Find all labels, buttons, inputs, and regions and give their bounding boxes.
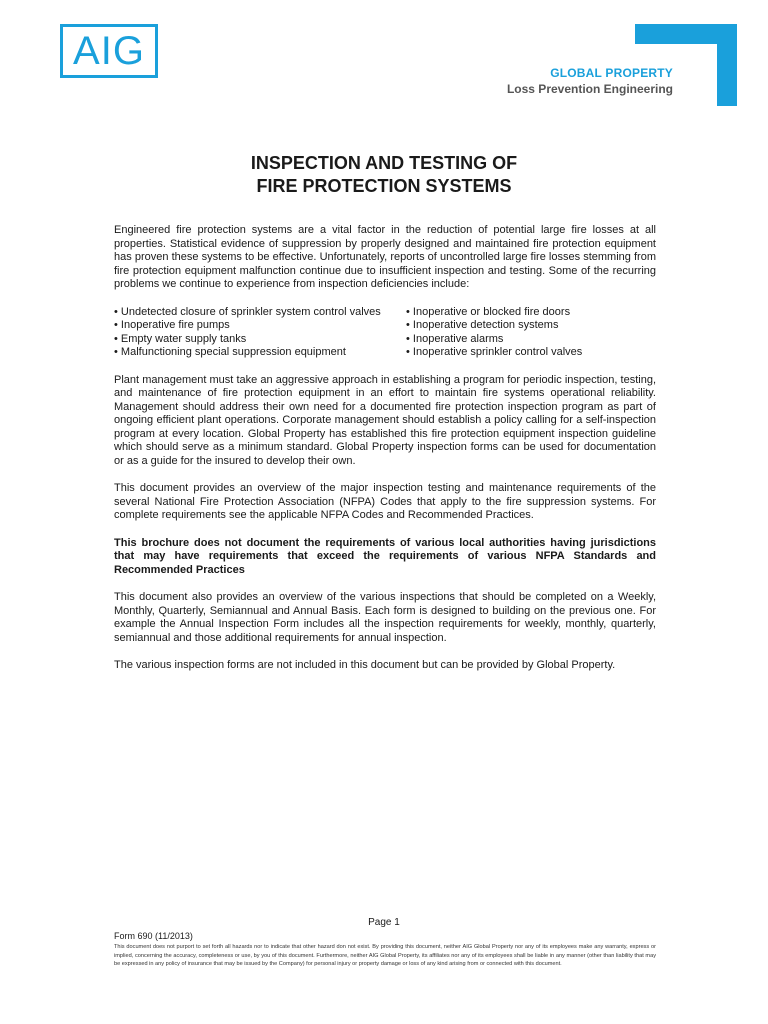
logo-text: AIG xyxy=(73,29,145,73)
list-item: • Inoperative fire pumps xyxy=(114,319,406,333)
list-item: • Malfunctioning special suppression equipment xyxy=(114,346,406,360)
list-item: • Inoperative alarms xyxy=(406,333,656,347)
legal-disclaimer: This document does not purport to set forth all hazards nor to indicate that other hazard don not exist. By providing this document, neither AIG Global Property nor any of its employees make any warranty, express or implied, concerning the accuracy, completeness or use, by you of this document. Furthermore, neither AIG Global Property, its affiliates nor any of its employees shall be liable in any manner (other than liability that may be expressed in any policy of insurance that may be issued by the Company) for personal injury or property damage or loss of any kind arising from or connected with this document. xyxy=(114,944,656,968)
document-header xyxy=(507,66,673,96)
form-number: Form 690 (11/2013) xyxy=(114,931,193,941)
department-name: Loss Prevention Engineering xyxy=(506,82,673,96)
inspection-schedule-paragraph: This document also provides an overview of the various inspections that should be completed on a Weekly, Monthly, Quarterly, Semiannual and Annual Basis. Each form is designed to building on the previous one. For example the Annual Inspection Form includes all the inspection requirements for weekly, monthly, quarterly, semiannual and those additional requirements for annual inspection. xyxy=(114,591,656,644)
list-item: • Inoperative sprinkler control valves xyxy=(406,346,656,360)
list-item: • Inoperative or blocked fire doors xyxy=(406,306,656,320)
deficiency-list-left xyxy=(114,306,406,360)
deficiency-list xyxy=(114,306,656,360)
aig-logo xyxy=(60,24,158,78)
management-paragraph: Plant management must take an aggressive approach in establishing a program for periodic inspection, testing, and maintenance of fire protection equipment in an effort to maintain fire systems operational reliability. Management should address their own need for a documented fire protection inspection program as part of ongoing efficient plant operations. Corporate management should establish a policy calling for a self-inspection program at every location. Global Property has established this fire protection equipment inspection guideline which should serve as a minimum standard. Global Property inspection forms can be used for documentation or as a guide for the insured to develop their own. xyxy=(114,373,656,467)
jurisdiction-notice: This brochure does not document the requirements of various local authorities having jurisdictions that may have requirements that exceed the requirements of various NFPA Standards and Recommended Practices xyxy=(114,536,656,576)
page-number: Page 1 xyxy=(368,917,400,928)
forms-availability-paragraph: The various inspection forms are not included in this document but can be provided by Global Property. xyxy=(114,659,616,671)
title-line-1: INSPECTION AND TESTING OF xyxy=(250,153,518,173)
list-item: • Inoperative detection systems xyxy=(406,319,656,333)
intro-paragraph: Engineered fire protection systems are a vital factor in the reduction of potential large fire losses at all properties. Statistical evidence of suppression by properly designed and maintained fire protection equipment has proven these systems to be effective. Unfortunately, reports of uncontrolled large fire losses stemming from fire protection equipment malfunction continue due to insufficient inspection and testing. Some of the recurring problems we continue to experience from inspection deficiencies include: xyxy=(114,224,656,290)
document-body xyxy=(114,224,656,673)
deficiency-list-right xyxy=(406,306,656,360)
list-item: • Undetected closure of sprinkler system control valves xyxy=(114,306,406,320)
division-name: GLOBAL PROPERTY xyxy=(550,66,673,80)
document-title xyxy=(0,152,768,198)
nfpa-overview-paragraph: This document provides an overview of the major inspection testing and maintenance requirements of the several National Fire Protection Association (NFPA) Codes that apply to the fire suppression systems. For complete requirements see the applicable NFPA Codes and Recommended Practices. xyxy=(114,482,656,521)
list-item: • Empty water supply tanks xyxy=(114,333,406,347)
title-line-2: FIRE PROTECTION SYSTEMS xyxy=(256,176,512,196)
